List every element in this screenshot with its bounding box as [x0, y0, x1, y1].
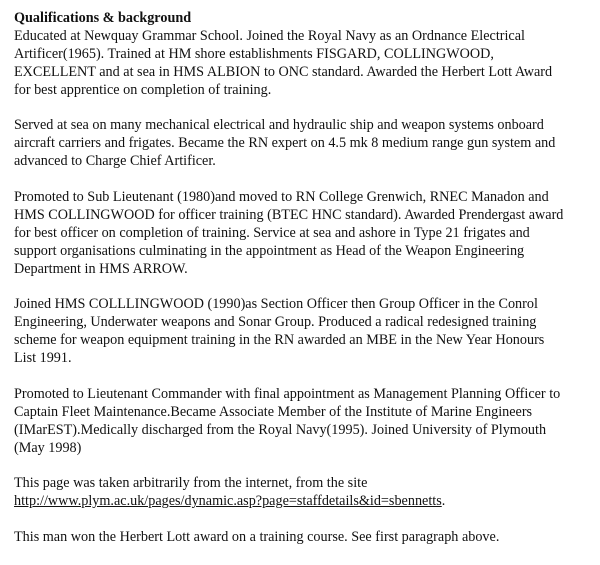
source-link-line — [14, 493, 600, 511]
text-line: aircraft carriers and frigates. Became the RN expert on 4.5 mk 8 medium range gun system and — [14, 135, 556, 152]
paragraph-education — [14, 28, 600, 100]
paragraph-closing — [14, 529, 600, 547]
text-line: EXCELLENT and at sea in HMS ALBION to ONC standard. Awarded the Herbert Lott Award — [14, 63, 553, 80]
text-line: List 1991. — [14, 350, 72, 367]
closing-text: This man won the Herbert Lott award on a training course. See first paragraph above. — [14, 529, 500, 546]
text-line: (May 1998) — [14, 439, 82, 456]
source-link-suffix: . — [441, 493, 446, 510]
source-note-text: This page was taken arbitrarily from the internet, from the site — [14, 475, 368, 492]
paragraph-source-note — [14, 475, 600, 511]
section-heading: Qualifications & background — [14, 10, 192, 26]
text-line: Promoted to Lieutenant Commander with final appointment as Management Planning Officer to — [14, 385, 561, 402]
text-line: Educated at Newquay Grammar School. Joined the Royal Navy as an Ordnance Electrical — [14, 27, 525, 44]
text-line: Promoted to Sub Lieutenant (1980)and moved to RN College Grenwich, RNEC Manadon and — [14, 189, 549, 206]
text-line: Engineering, Underwater weapons and Sonar Group. Produced a radical redesigned training — [14, 314, 537, 331]
text-line: (IMarEST).Medically discharged from the Royal Navy(1995). Joined University of Plymouth — [14, 421, 547, 438]
paragraph-collingwood — [14, 296, 600, 368]
text-line: support organisations culminating in the appointment as Head of the Weapon Engineering — [14, 242, 525, 259]
text-line: for best apprentice on completion of training. — [14, 81, 272, 98]
text-line: advanced to Charge Chief Artificer. — [14, 153, 216, 170]
text-line: Artificer(1965). Trained at HM shore establishments FISGARD, COLLINGWOOD, — [14, 45, 494, 62]
paragraph-sea-service — [14, 117, 600, 171]
paragraph-promotion-sub-lieutenant — [14, 189, 600, 279]
text-line: for best officer on completion of training. Service at sea and ashore in Type 21 frigates and — [14, 224, 530, 241]
text-line: HMS COLLINGWOOD for officer training (BTEC HNC standard). Awarded Prendergast award — [14, 206, 564, 223]
paragraph-lieutenant-commander — [14, 386, 600, 458]
document-body — [14, 10, 600, 565]
text-line: Served at sea on many mechanical electrical and hydraulic ship and weapon systems onboard — [14, 117, 544, 134]
text-line: Joined HMS COLLLINGWOOD (1990)as Section Officer then Group Officer in the Conrol — [14, 296, 538, 313]
text-line: scheme for weapon equipment training in the RN awarded an MBE in the New Year Honours — [14, 332, 545, 349]
text-line: Department in HMS ARROW. — [14, 260, 188, 277]
text-line: Captain Fleet Maintenance.Became Associate Member of the Institute of Marine Engineers — [14, 403, 533, 420]
source-link[interactable]: http://www.plym.ac.uk/pages/dynamic.asp?page=staffdetails&id=sbennetts — [14, 493, 442, 510]
